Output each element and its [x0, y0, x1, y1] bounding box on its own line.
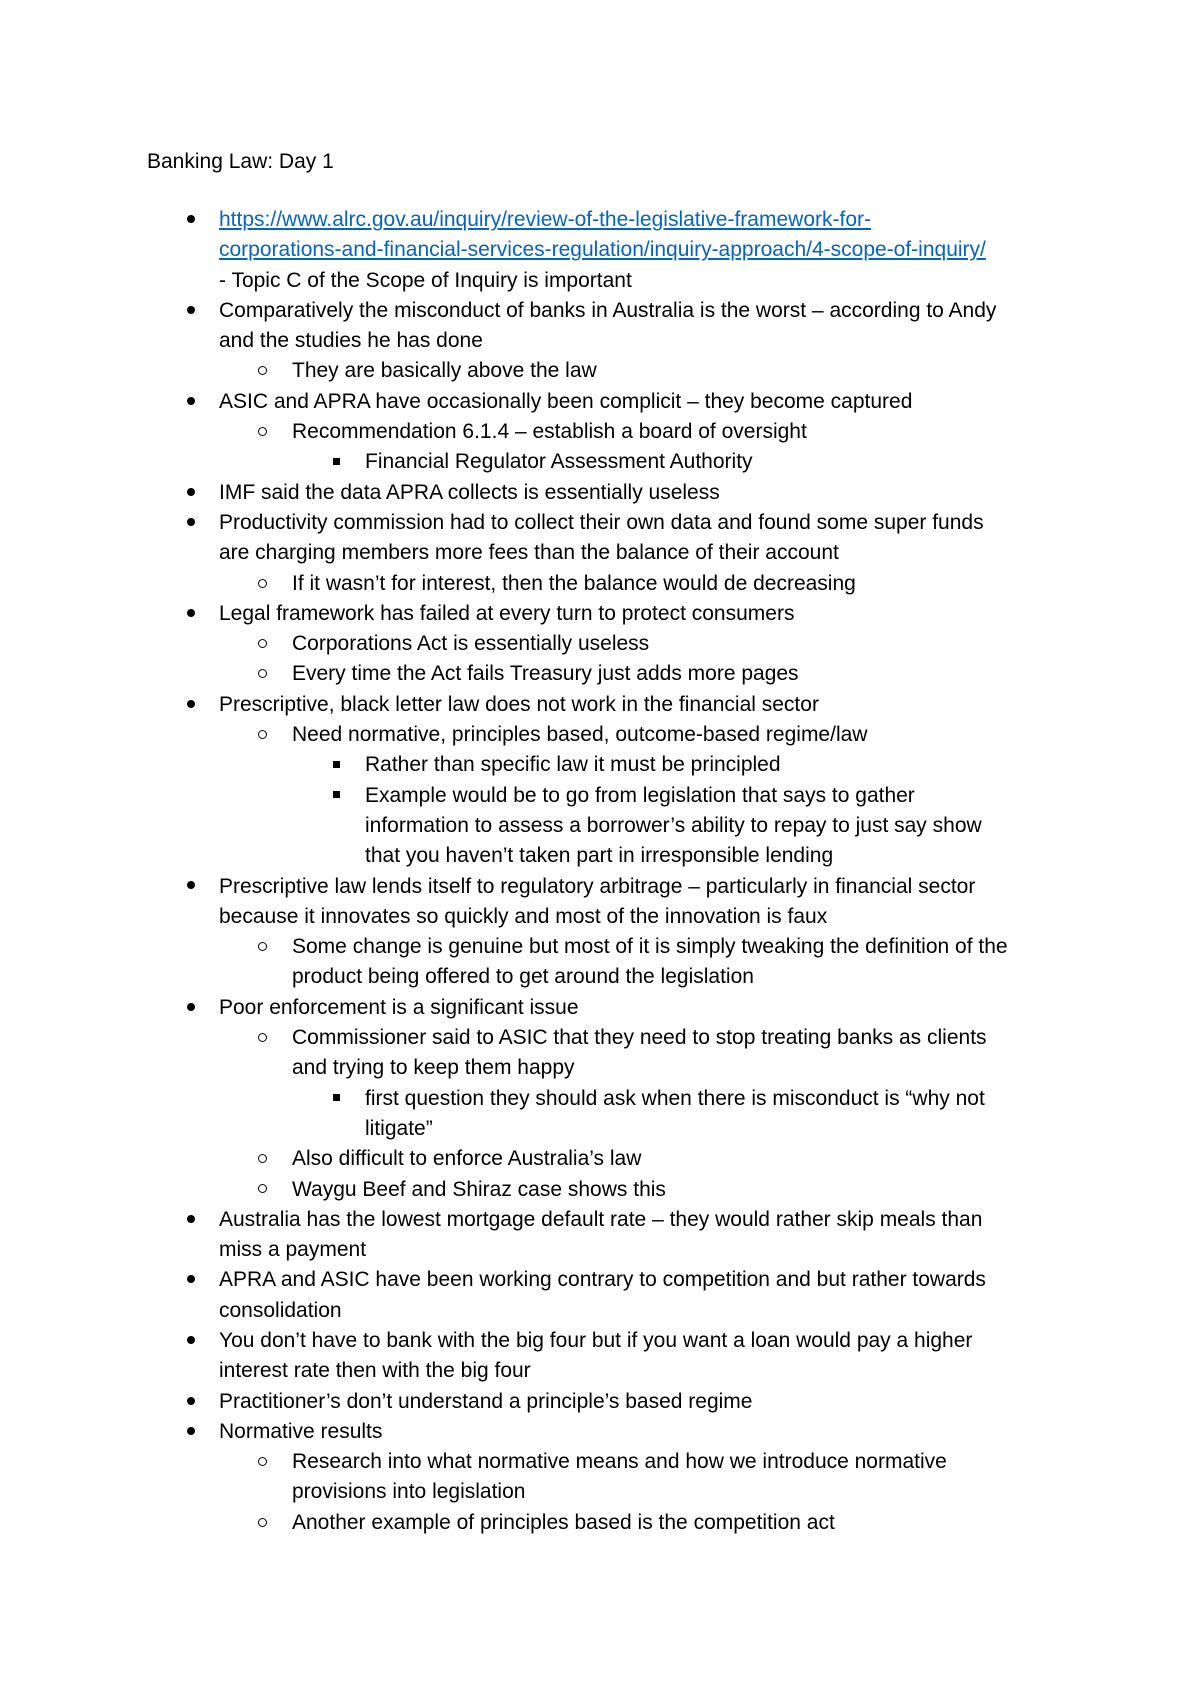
- list-item: [0, 1447, 1200, 1508]
- list-item-text: provisions into legislation: [292, 1480, 526, 1504]
- bullet-dot-icon: [181, 872, 201, 902]
- list-item: [0, 296, 1200, 357]
- bullet-circle-icon: [252, 659, 272, 689]
- list-item-text: miss a payment: [219, 1238, 367, 1262]
- bullet-dot-icon: [181, 1265, 201, 1295]
- list-item: [0, 478, 1200, 508]
- bullet-glyph: [187, 700, 195, 708]
- bullet-dot-icon: [181, 205, 201, 235]
- list-item-text: product being offered to get around the legislation: [292, 965, 754, 989]
- list-item: [0, 1265, 1200, 1326]
- bullet-glyph: [187, 1336, 195, 1344]
- bullet-glyph: [333, 761, 340, 768]
- list-item: [0, 1508, 1200, 1538]
- list-item-text: Waygu Beef and Shiraz case shows this: [292, 1177, 666, 1201]
- bullet-glyph: [187, 881, 195, 889]
- bullet-circle-icon: [252, 1508, 272, 1538]
- list-item-text: If it wasn’t for interest, then the balance would de decreasing: [292, 571, 856, 595]
- bullet-glyph: [187, 609, 195, 617]
- list-item: [0, 1205, 1200, 1266]
- list-item-text: Rather than specific law it must be principled: [365, 753, 781, 777]
- list-item: [0, 356, 1200, 386]
- list-item-text: consolidation: [219, 1298, 342, 1322]
- bullet-dot-icon: [181, 993, 201, 1023]
- list-item-text: and trying to keep them happy: [292, 1056, 575, 1080]
- list-item: [0, 720, 1200, 750]
- list-item: [0, 1387, 1200, 1417]
- list-item: [0, 1326, 1200, 1387]
- bullet-glyph: [258, 1518, 267, 1527]
- link-text-line[interactable]: corporations-and-financial-services-regulation/inquiry-approach/4-scope-of-inquiry/: [219, 238, 986, 262]
- list-item-text: ASIC and APRA have occasionally been complicit – they become captured: [219, 389, 913, 413]
- list-item-text: Comparatively the misconduct of banks in Australia is the worst – according to Andy: [219, 298, 997, 322]
- list-item-text: information to assess a borrower’s ability to repay to just say show: [365, 813, 982, 837]
- list-item-text: Legal framework has failed at every turn to protect consumers: [219, 601, 795, 625]
- inquiry-link[interactable]: [219, 205, 1200, 266]
- bullet-circle-icon: [252, 1023, 272, 1053]
- bullet-dot-icon: [181, 1417, 201, 1447]
- list-item-text: Recommendation 6.1.4 – establish a board of oversight: [292, 420, 807, 444]
- bullet-glyph: [258, 427, 267, 436]
- bullet-glyph: [187, 1427, 195, 1435]
- bullet-circle-icon: [252, 1447, 272, 1477]
- bullet-glyph: [333, 458, 340, 465]
- list-item: [0, 387, 1200, 417]
- bullet-glyph: [258, 942, 267, 951]
- list-item: [0, 690, 1200, 720]
- bullet-glyph: [258, 1033, 267, 1042]
- list-item: [0, 417, 1200, 447]
- list-item: [0, 932, 1200, 993]
- list-item: [0, 1023, 1200, 1084]
- list-item-text: and the studies he has done: [219, 329, 483, 353]
- list-item-text: first question they should ask when there is misconduct is “why not: [365, 1086, 985, 1110]
- list-item-text: Prescriptive law lends itself to regulatory arbitrage – particularly in financial sector: [219, 874, 976, 898]
- list-item-text: APRA and ASIC have been working contrary to competition and but rather towards: [219, 1268, 986, 1292]
- bullet-glyph: [187, 488, 195, 496]
- link-text-line[interactable]: https://www.alrc.gov.au/inquiry/review-of-the-legislative-framework-for-: [219, 208, 871, 231]
- list-item-text: Financial Regulator Assessment Authority: [365, 450, 753, 474]
- bullet-dot-icon: [181, 1387, 201, 1417]
- bullet-glyph: [258, 579, 267, 588]
- list-item-text: because it innovates so quickly and most of the innovation is faux: [219, 904, 828, 928]
- bullet-square-icon: [326, 781, 346, 811]
- bullet-glyph: [187, 397, 195, 405]
- bullet-square-icon: [326, 1084, 346, 1114]
- bullet-dot-icon: [181, 478, 201, 508]
- list-item: [0, 599, 1200, 629]
- list-item-text: Prescriptive, black letter law does not work in the financial sector: [219, 692, 819, 716]
- bullet-glyph: [258, 1184, 267, 1193]
- list-item-text: Practitioner’s don’t understand a principle’s based regime: [219, 1389, 753, 1413]
- bullet-dot-icon: [181, 387, 201, 417]
- bullet-circle-icon: [252, 720, 272, 750]
- list-item: [0, 1084, 1200, 1145]
- list-item-text: Poor enforcement is a significant issue: [219, 995, 579, 1019]
- notes-list: [0, 205, 1200, 1538]
- list-item: [0, 447, 1200, 477]
- list-item-text: Some change is genuine but most of it is simply tweaking the definition of the: [292, 935, 1008, 959]
- bullet-dot-icon: [181, 1326, 201, 1356]
- list-item: [0, 659, 1200, 689]
- bullet-dot-icon: [181, 690, 201, 720]
- bullet-glyph: [187, 1397, 195, 1405]
- list-item-text: Example would be to go from legislation that says to gather: [365, 783, 915, 807]
- bullet-glyph: [258, 366, 267, 375]
- bullet-circle-icon: [252, 356, 272, 386]
- bullet-glyph: [258, 1154, 267, 1163]
- list-item: [0, 205, 1200, 296]
- bullet-square-icon: [326, 750, 346, 780]
- bullet-glyph: [187, 215, 195, 223]
- bullet-circle-icon: [252, 1144, 272, 1174]
- list-item-text: Corporations Act is essentially useless: [292, 632, 650, 656]
- list-item: [0, 750, 1200, 780]
- list-item-text: Research into what normative means and how we introduce normative: [292, 1450, 947, 1474]
- bullet-dot-icon: [181, 296, 201, 326]
- list-item-text: - Topic C of the Scope of Inquiry is important: [219, 268, 632, 292]
- bullet-glyph: [258, 1457, 267, 1466]
- list-item-text: Australia has the lowest mortgage default rate – they would rather skip meals than: [219, 1207, 983, 1231]
- bullet-glyph: [258, 730, 267, 739]
- bullet-glyph: [258, 639, 267, 648]
- list-item-text: Every time the Act fails Treasury just adds more pages: [292, 662, 799, 686]
- list-item-text: Productivity commission had to collect their own data and found some super funds: [219, 510, 984, 534]
- list-item-text: litigate”: [365, 1116, 433, 1140]
- list-item: [0, 629, 1200, 659]
- list-item-text: They are basically above the law: [292, 359, 597, 383]
- bullet-dot-icon: [181, 599, 201, 629]
- list-item: [0, 508, 1200, 569]
- bullet-glyph: [187, 1275, 195, 1283]
- bullet-circle-icon: [252, 417, 272, 447]
- list-item-text: You don’t have to bank with the big four but if you want a loan would pay a higher: [219, 1328, 973, 1352]
- bullet-glyph: [187, 306, 195, 314]
- bullet-glyph: [187, 518, 195, 526]
- bullet-glyph: [258, 669, 267, 678]
- bullet-glyph: [187, 1215, 195, 1223]
- bullet-circle-icon: [252, 629, 272, 659]
- list-item-text: are charging members more fees than the balance of their account: [219, 541, 839, 565]
- list-item: [0, 872, 1200, 933]
- bullet-glyph: [333, 791, 340, 798]
- list-item: [0, 993, 1200, 1023]
- bullet-glyph: [333, 1094, 340, 1101]
- document-title: Banking Law: Day 1: [147, 150, 334, 173]
- bullet-circle-icon: [252, 569, 272, 599]
- bullet-square-icon: [326, 447, 346, 477]
- bullet-dot-icon: [181, 1205, 201, 1235]
- list-item-text: Another example of principles based is the competition act: [292, 1510, 835, 1534]
- list-item-text: IMF said the data APRA collects is essentially useless: [219, 480, 720, 504]
- list-item-text: that you haven’t taken part in irresponsible lending: [365, 844, 834, 868]
- bullet-circle-icon: [252, 1175, 272, 1205]
- list-item-text: interest rate then with the big four: [219, 1359, 531, 1383]
- list-item: [0, 1175, 1200, 1205]
- list-item-text: Commissioner said to ASIC that they need to stop treating banks as clients: [292, 1026, 987, 1050]
- bullet-dot-icon: [181, 508, 201, 538]
- list-item-text: Need normative, principles based, outcome-based regime/law: [292, 723, 868, 747]
- list-item: [0, 1417, 1200, 1447]
- list-item: [0, 1144, 1200, 1174]
- bullet-circle-icon: [252, 932, 272, 962]
- list-item: [0, 781, 1200, 872]
- list-item: [0, 569, 1200, 599]
- list-item-text: Normative results: [219, 1419, 383, 1443]
- bullet-glyph: [187, 1003, 195, 1011]
- list-item-text: Also difficult to enforce Australia’s law: [292, 1147, 642, 1171]
